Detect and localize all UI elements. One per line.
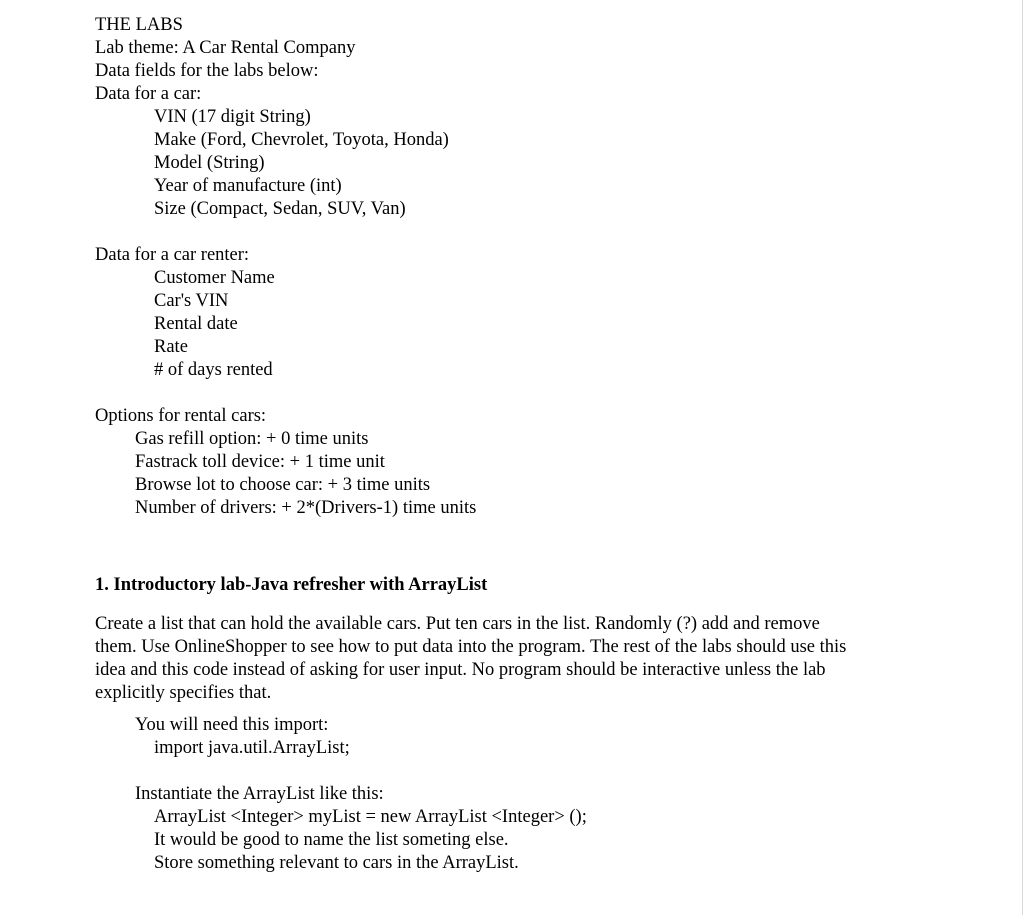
option-item: Gas refill option: + 0 time units: [135, 429, 369, 449]
storage-note: Store something relevant to cars in the ArrayList.: [154, 853, 519, 873]
car-data-heading: Data for a car:: [95, 84, 202, 104]
options-heading: Options for rental cars:: [95, 406, 267, 426]
import-code: import java.util.ArrayList;: [154, 738, 350, 758]
document-title: THE LABS: [95, 15, 183, 35]
renter-field: Car's VIN: [154, 291, 229, 311]
option-item: Fastrack toll device: + 1 time unit: [135, 452, 385, 472]
lab1-paragraph-line: Create a list that can hold the available cars. Put ten cars in the list. Randomly (?) add and remove: [95, 614, 820, 634]
renter-data-heading: Data for a car renter:: [95, 245, 250, 265]
lab1-paragraph-line: them. Use OnlineShopper to see how to put data into the program. The rest of the labs should use this: [95, 637, 847, 657]
lab1-paragraph-line: explicitly specifies that.: [95, 683, 272, 703]
import-label: You will need this import:: [135, 715, 329, 735]
renter-field: Customer Name: [154, 268, 275, 288]
car-field: Size (Compact, Sedan, SUV, Van): [154, 199, 406, 219]
instantiate-label: Instantiate the ArrayList like this:: [135, 784, 384, 804]
option-item: Number of drivers: + 2*(Drivers-1) time units: [135, 498, 477, 518]
renter-field: Rate: [154, 337, 188, 357]
instantiate-code: ArrayList <Integer> myList = new ArrayList <Integer> ();: [154, 807, 587, 827]
car-field: Make (Ford, Chevrolet, Toyota, Honda): [154, 130, 449, 150]
lab1-heading: 1. Introductory lab-Java refresher with ArrayList: [95, 575, 488, 595]
renter-field: # of days rented: [154, 360, 273, 380]
lab1-paragraph-line: idea and this code instead of asking for user input. No program should be interactive unless the lab: [95, 660, 826, 680]
lab-theme: Lab theme: A Car Rental Company: [95, 38, 356, 58]
car-field: Model (String): [154, 153, 265, 173]
car-field: VIN (17 digit String): [154, 107, 311, 127]
fields-intro: Data fields for the labs below:: [95, 61, 319, 81]
option-item: Browse lot to choose car: + 3 time units: [135, 475, 431, 495]
car-field: Year of manufacture (int): [154, 176, 342, 196]
renter-field: Rental date: [154, 314, 238, 334]
naming-note: It would be good to name the list someting else.: [154, 830, 509, 850]
